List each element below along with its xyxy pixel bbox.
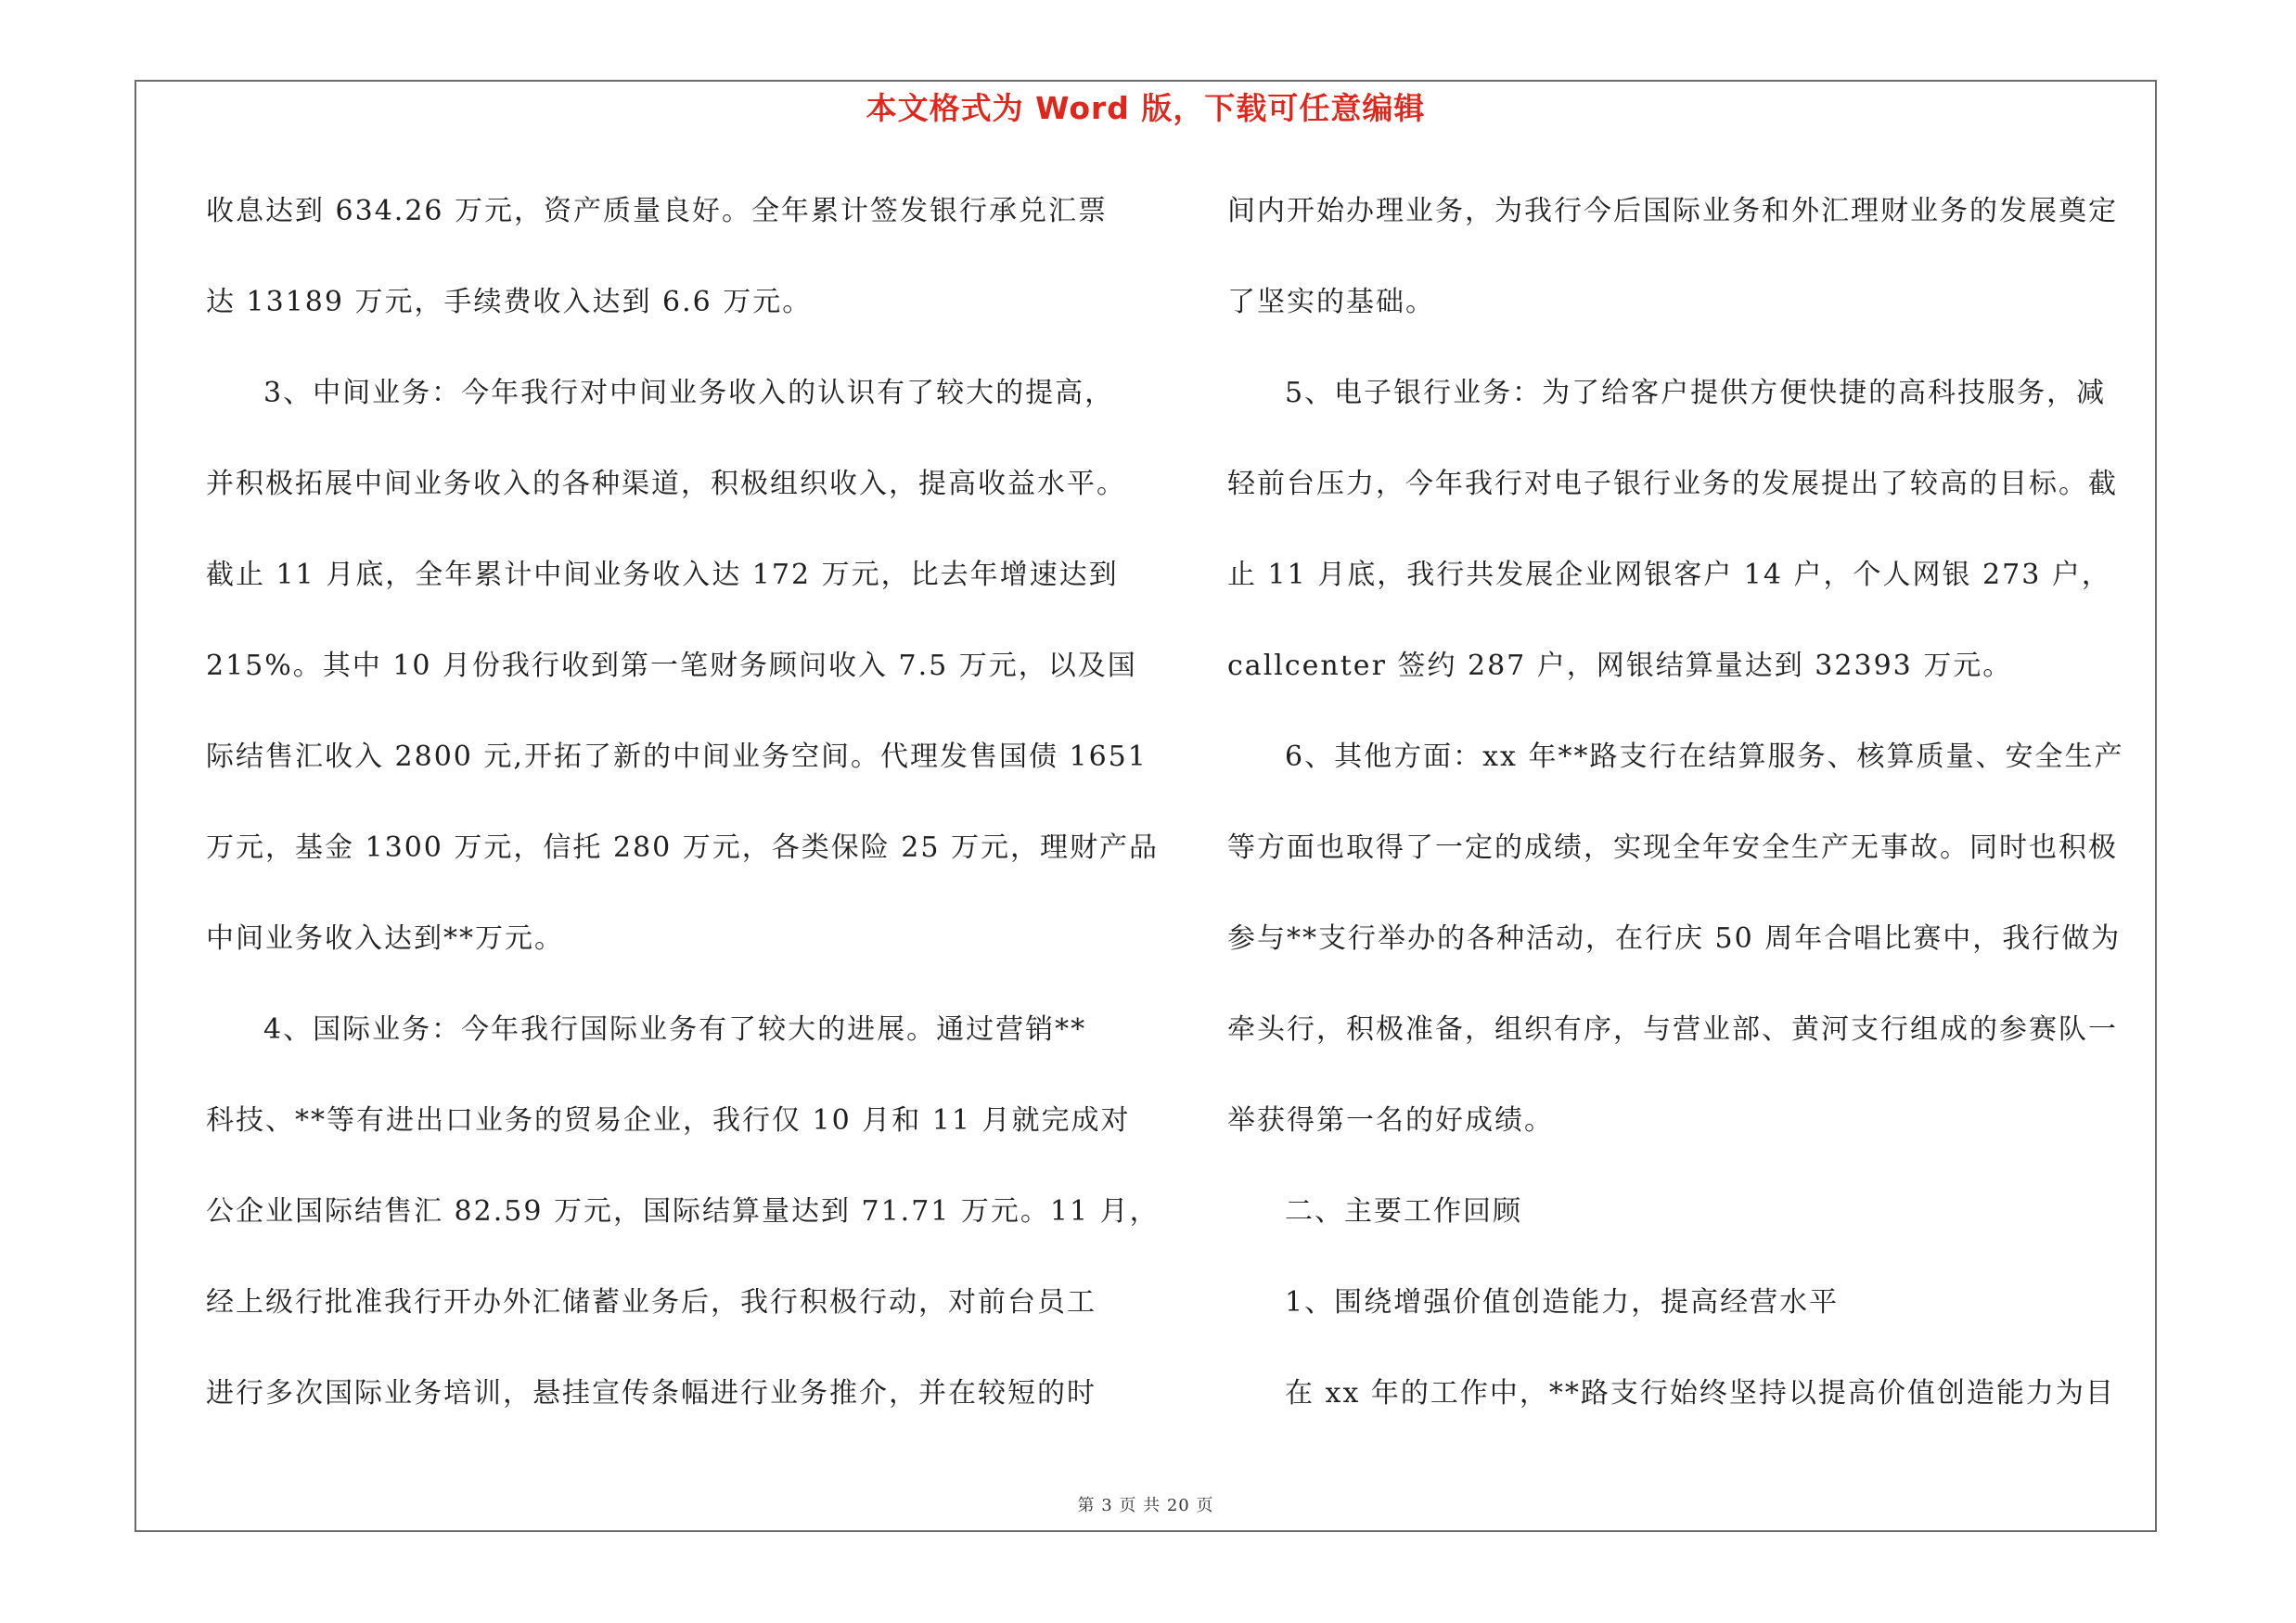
left-text-line: 经上级行批准我行开办外汇储蓄业务后，我行积极行动，对前台员工: [206, 1286, 1097, 1319]
left-text-line: 进行多次国际业务培训，悬挂宣传条幅进行业务推介，并在较短的时: [206, 1377, 1097, 1410]
left-text-line: 4、国际业务：今年我行国际业务有了较大的进展。通过营销**: [263, 1013, 1087, 1046]
right-text-line: 间内开始办理业务，为我行今后国际业务和外汇理财业务的发展奠定: [1227, 195, 2118, 227]
right-text-line: 5、电子银行业务：为了给客户提供方便快捷的高科技服务，减: [1285, 377, 2107, 409]
page-footer: 第 3 页 共 20 页: [1077, 1496, 1214, 1515]
right-text-line: 了坚实的基础。: [1227, 286, 1435, 318]
left-text-line: 际结售汇收入 2800 元,开拓了新的中间业务空间。代理发售国债 1651: [206, 741, 1148, 773]
right-text-line: 二、主要工作回顾: [1285, 1195, 1522, 1228]
right-text-line: 1、围绕增强价值创造能力，提高经营水平: [1285, 1286, 1840, 1319]
left-text-line: 并积极拓展中间业务收入的各种渠道，积极组织收入，提高收益水平。: [206, 468, 1126, 500]
left-text-line: 3、中间业务：今年我行对中间业务收入的认识有了较大的提高，: [263, 377, 1115, 409]
right-text-line: 止 11 月底，我行共发展企业网银客户 14 户，个人网银 273 户，: [1227, 559, 2111, 591]
right-text-line: 等方面也取得了一定的成绩，实现全年安全生产无事故。同时也积极: [1227, 831, 2118, 864]
right-text-line: 在 xx 年的工作中，**路支行始终坚持以提高价值创造能力为目: [1285, 1377, 2115, 1410]
left-text-line: 达 13189 万元，手续费收入达到 6.6 万元。: [206, 286, 813, 318]
left-text-line: 截止 11 月底，全年累计中间业务收入达 172 万元，比去年增速达到: [206, 559, 1119, 591]
left-text-line: 科技、**等有进出口业务的贸易企业，我行仅 10 月和 11 月就完成对: [206, 1104, 1131, 1137]
right-text-line: 牵头行，积极准备，组织有序，与营业部、黄河支行组成的参赛队一: [1227, 1013, 2118, 1046]
left-text-line: 中间业务收入达到**万元。: [206, 922, 564, 955]
right-text-line: 参与**支行举办的各种活动，在行庆 50 周年合唱比赛中，我行做为: [1227, 922, 2122, 955]
left-text-line: 万元，基金 1300 万元，信托 280 万元，各类保险 25 万元，理财产品: [206, 831, 1159, 864]
left-text-line: 215%。其中 10 月份我行收到第一笔财务顾问收入 7.5 万元，以及国: [206, 650, 1137, 682]
right-text-line: 举获得第一名的好成绩。: [1227, 1104, 1554, 1137]
left-text-line: 收息达到 634.26 万元，资产质量良好。全年累计签发银行承兑汇票: [206, 195, 1109, 227]
right-text-line: 6、其他方面：xx 年**路支行在结算服务、核算质量、安全生产: [1285, 741, 2124, 773]
format-banner: 本文格式为 Word 版，下载可任意编辑: [866, 90, 1426, 126]
right-text-line: callcenter 签约 287 户，网银结算量达到 32393 万元。: [1227, 650, 2013, 682]
left-text-line: 公企业国际结售汇 82.59 万元，国际结算量达到 71.71 万元。11 月，: [206, 1195, 1160, 1228]
right-text-line: 轻前台压力，今年我行对电子银行业务的发展提出了较高的目标。截: [1227, 468, 2118, 500]
